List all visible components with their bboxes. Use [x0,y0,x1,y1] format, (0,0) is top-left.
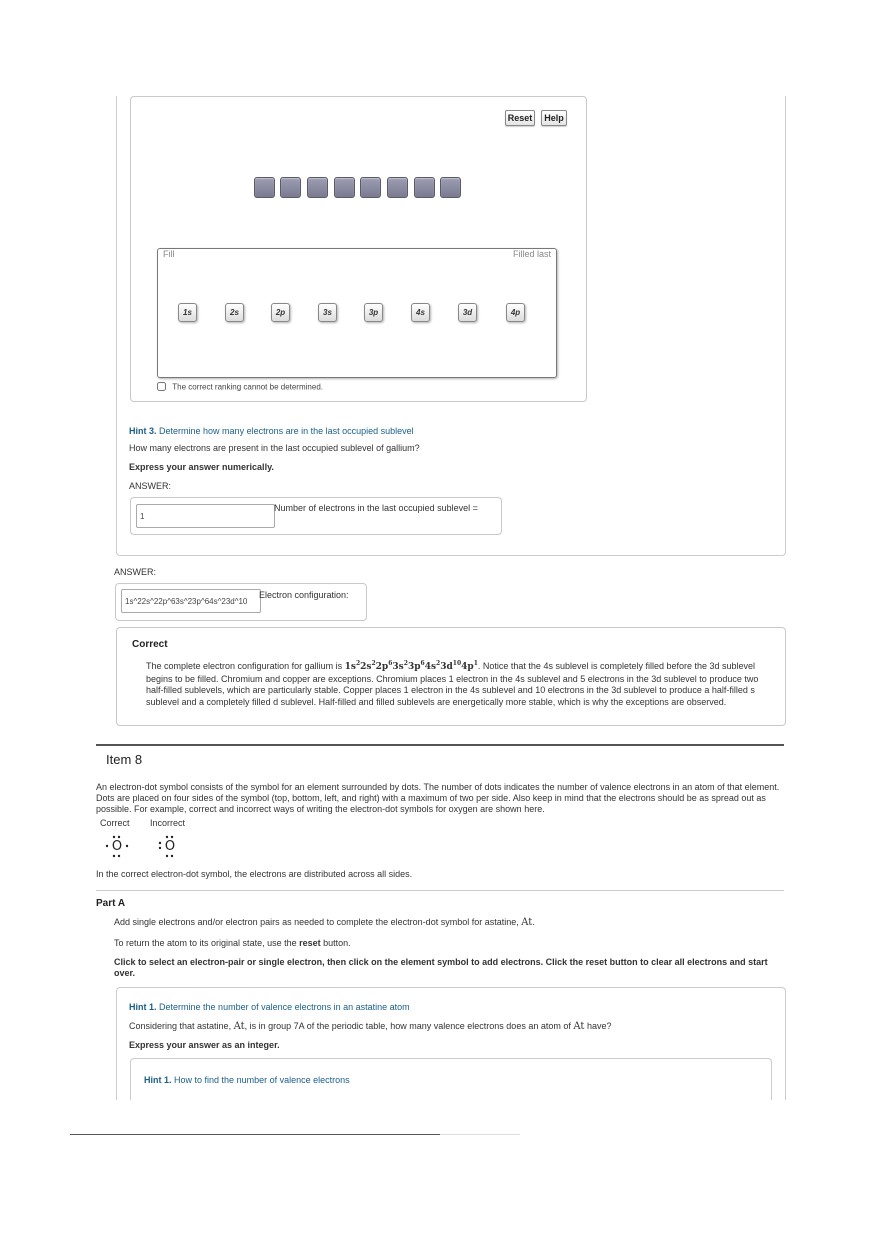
part-a-click-instruction: Click to select an electron-pair or single electron, then click on the element symbol to add electrons. Click the reset button to clear all electrons and start over. [114,957,768,978]
filled-last-label: Filled last [512,249,551,259]
correct-feedback [116,627,786,726]
item8-divider [96,744,784,746]
fill-label: Fill [163,249,175,259]
hint1-instruction: Express your answer as an integer. [129,1040,280,1050]
correct-heading: Correct [132,639,168,650]
tile-2p[interactable]: 2p [271,303,290,322]
incorrect-label: Incorrect [150,818,186,828]
item8-intro: An electron-dot symbol consists of the symbol for an element surrounded by dots. The number of dots indicates the number of valence electrons in an atom of that element. Dots are placed on four sides of the symbol (top, bottom, left, and right) with a maximum of two per side. Also keep in mind that the electrons should be as spread out as possible. For example, correct and incorrect ways of writing the electron-dot symbols for oxygen are shown here. [96,782,780,814]
subhint1-heading[interactable]: Hint 1. How to find the number of valence electrons [144,1075,350,1085]
tile-3s[interactable]: 3s [318,303,337,322]
answer-label: ANSWER: [114,567,157,577]
item8-title: Item 8 [106,752,143,767]
oxygen-symbol: O [111,839,123,854]
tile-4s[interactable]: 4s [411,303,430,322]
hint3-instruction: Express your answer numerically. [129,462,274,472]
tile-3p[interactable]: 3p [364,303,383,322]
page-bottom-rule [70,1134,440,1135]
answer-slot[interactable] [440,177,461,198]
part-a-instruction: Add single electrons and/or electron pairs as needed to complete the electron-dot symbol for astatine, At. [114,917,535,928]
tile-4p[interactable]: 4p [506,303,525,322]
correct-explanation: The complete electron configuration for gallium is $1s^22s^22p^63s^23p^64s^23d^{10}4p^1$. Notice that the 4s sublevel is completely filled before the 3d sublevel begins to be filled. Chromium and copper are exceptions. Chromium places 1 electron in the 4s sublevel and 5 electrons in the 3d sublevel to produce two half-filled sublevels, which are particularly stable. Copper places 1 electron in the 4s sublevel and 10 electrons in the 3d sublevel to produce a half-filled s sublevel and a completely filled d sublevel. Half-filled and filled sublevels are energetically more stable, which is why the exceptions are observed. [146,660,759,707]
oxygen-symbol: O [164,839,176,854]
answer-slot[interactable] [334,177,355,198]
oxygen-incorrect-dot-symbol [155,832,185,858]
hint3-heading[interactable]: Hint 3. Determine how many electrons are in the last occupied sublevel [129,426,414,436]
tile-1s[interactable]: 1s [178,303,197,322]
hint3-answer-input[interactable]: 1 [136,504,275,528]
page-bottom-rule-faint [440,1134,520,1135]
tile-3d[interactable]: 3d [458,303,477,322]
correct-label: Correct [100,818,130,828]
cannot-determine-checkbox[interactable] [157,382,166,391]
hint1-heading[interactable]: Hint 1. Determine the number of valence electrons in an astatine atom [129,1002,410,1012]
hint3-answer-field-label: Number of electrons in the last occupied sublevel = [274,503,478,513]
reset-button[interactable]: Reset [505,110,535,126]
part-a-divider [96,890,784,891]
tile-bin[interactable] [157,248,557,378]
answer-slot[interactable] [307,177,328,198]
answer-slot[interactable] [280,177,301,198]
gallium-configuration: $1s^22s^22p^63s^23p^64s^23d^{10}4p^1$ [344,660,478,672]
part-a-title: Part A [96,898,126,909]
answer-slot[interactable] [254,177,275,198]
hint1-question: Considering that astatine, At, is in group 7A of the periodic table, how many valence electrons does an atom of At have? [129,1021,612,1032]
electron-config-label: Electron configuration: [259,590,349,600]
electron-config-input[interactable]: 1s^22s^22p^63s^23p^64s^23d^10 [121,589,261,613]
hint3-answer-label: ANSWER: [129,481,172,491]
item8-note: In the correct electron-dot symbol, the electrons are distributed across all sides. [96,869,413,879]
hint3-question: How many electrons are present in the last occupied sublevel of gallium? [129,443,420,453]
answer-slot[interactable] [387,177,408,198]
cannot-determine-label: The correct ranking cannot be determined. [172,382,323,392]
answer-slots [254,177,464,199]
help-button[interactable]: Help [541,110,567,126]
hint3-answer-box [130,497,502,535]
answer-slot[interactable] [414,177,435,198]
oxygen-correct-dot-symbol [102,832,132,858]
answer-slot[interactable] [360,177,381,198]
tile-2s[interactable]: 2s [225,303,244,322]
answer-box [115,583,367,621]
ranking-widget [130,96,587,402]
astatine-symbol: At [521,917,533,928]
part-a-return-note: To return the atom to its original state, use the reset button. [114,938,351,948]
